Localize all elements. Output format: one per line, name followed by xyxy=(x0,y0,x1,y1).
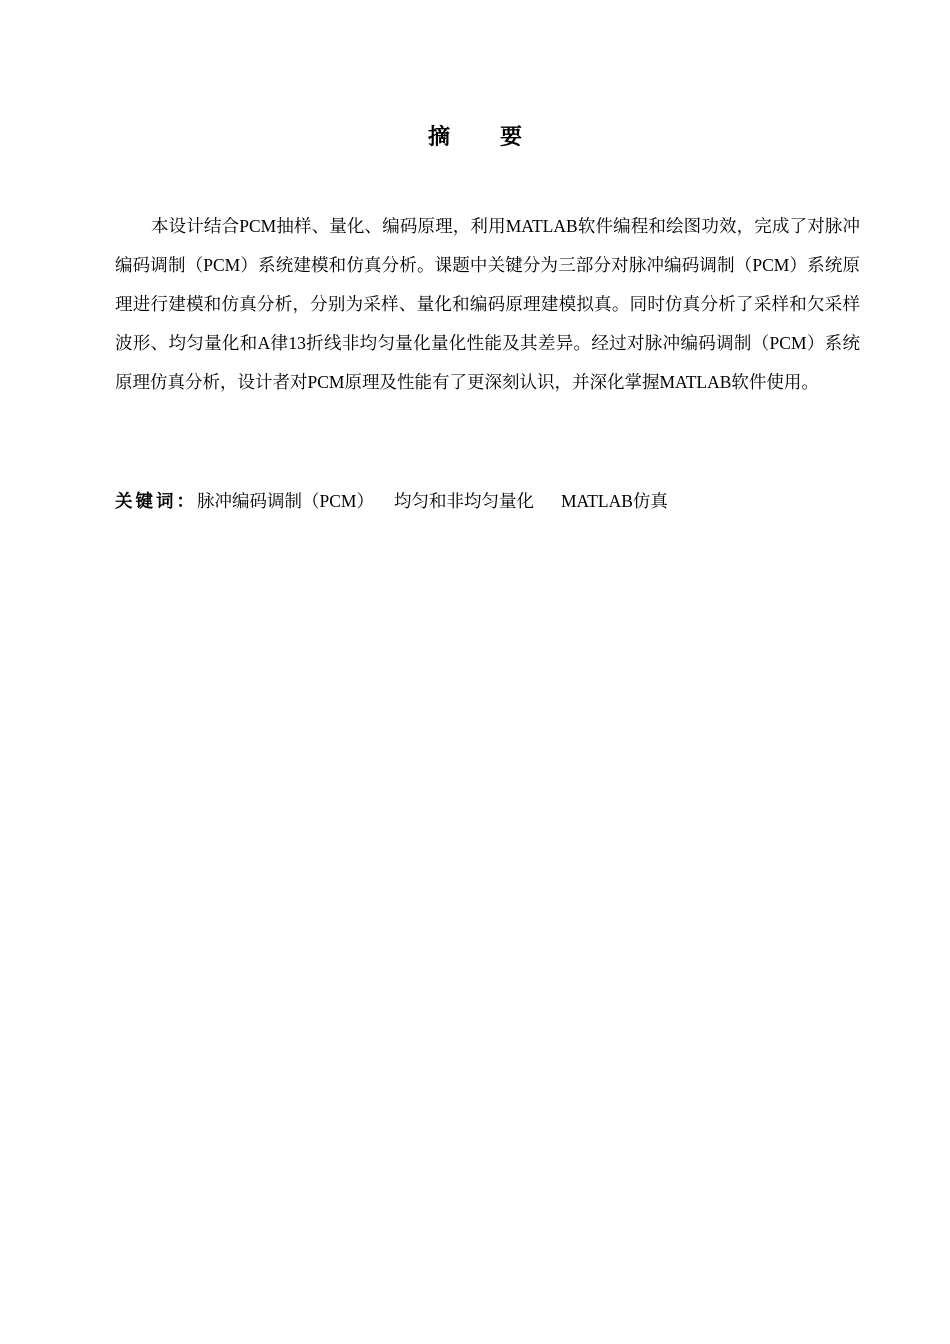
keyword-item: 均匀和非均匀量化 xyxy=(393,491,534,511)
keyword-item: MATLAB仿真 xyxy=(560,491,668,511)
abstract-paragraph: 本设计结合PCM抽样、量化、编码原理，利用MATLAB软件编程和绘图功效，完成了对脉冲编码调制（PCM）系统建模和仿真分析。课题中关键分为三部分对脉冲编码调制（PCM）系统原理进行建模和仿真分析，分别为采样、量化和编码原理建模拟真。同时仿真分析了采样和欠采样波形、均匀量化和A律13折线非均匀量化量化性能及其差异。经过对脉冲编码调制（PCM）系统原理仿真分析，设计者对PCM原理及性能有了更深刻认识，并深化掌握MATLAB软件使用。 xyxy=(115,216,860,392)
keyword-item: 脉冲编码调制（PCM） xyxy=(197,491,374,511)
title-char-2: 要 xyxy=(500,125,523,150)
page-title xyxy=(0,118,950,158)
keywords-label: 关键词： xyxy=(115,492,197,512)
title-char-1: 摘 xyxy=(427,125,450,150)
keywords-line xyxy=(115,482,860,522)
